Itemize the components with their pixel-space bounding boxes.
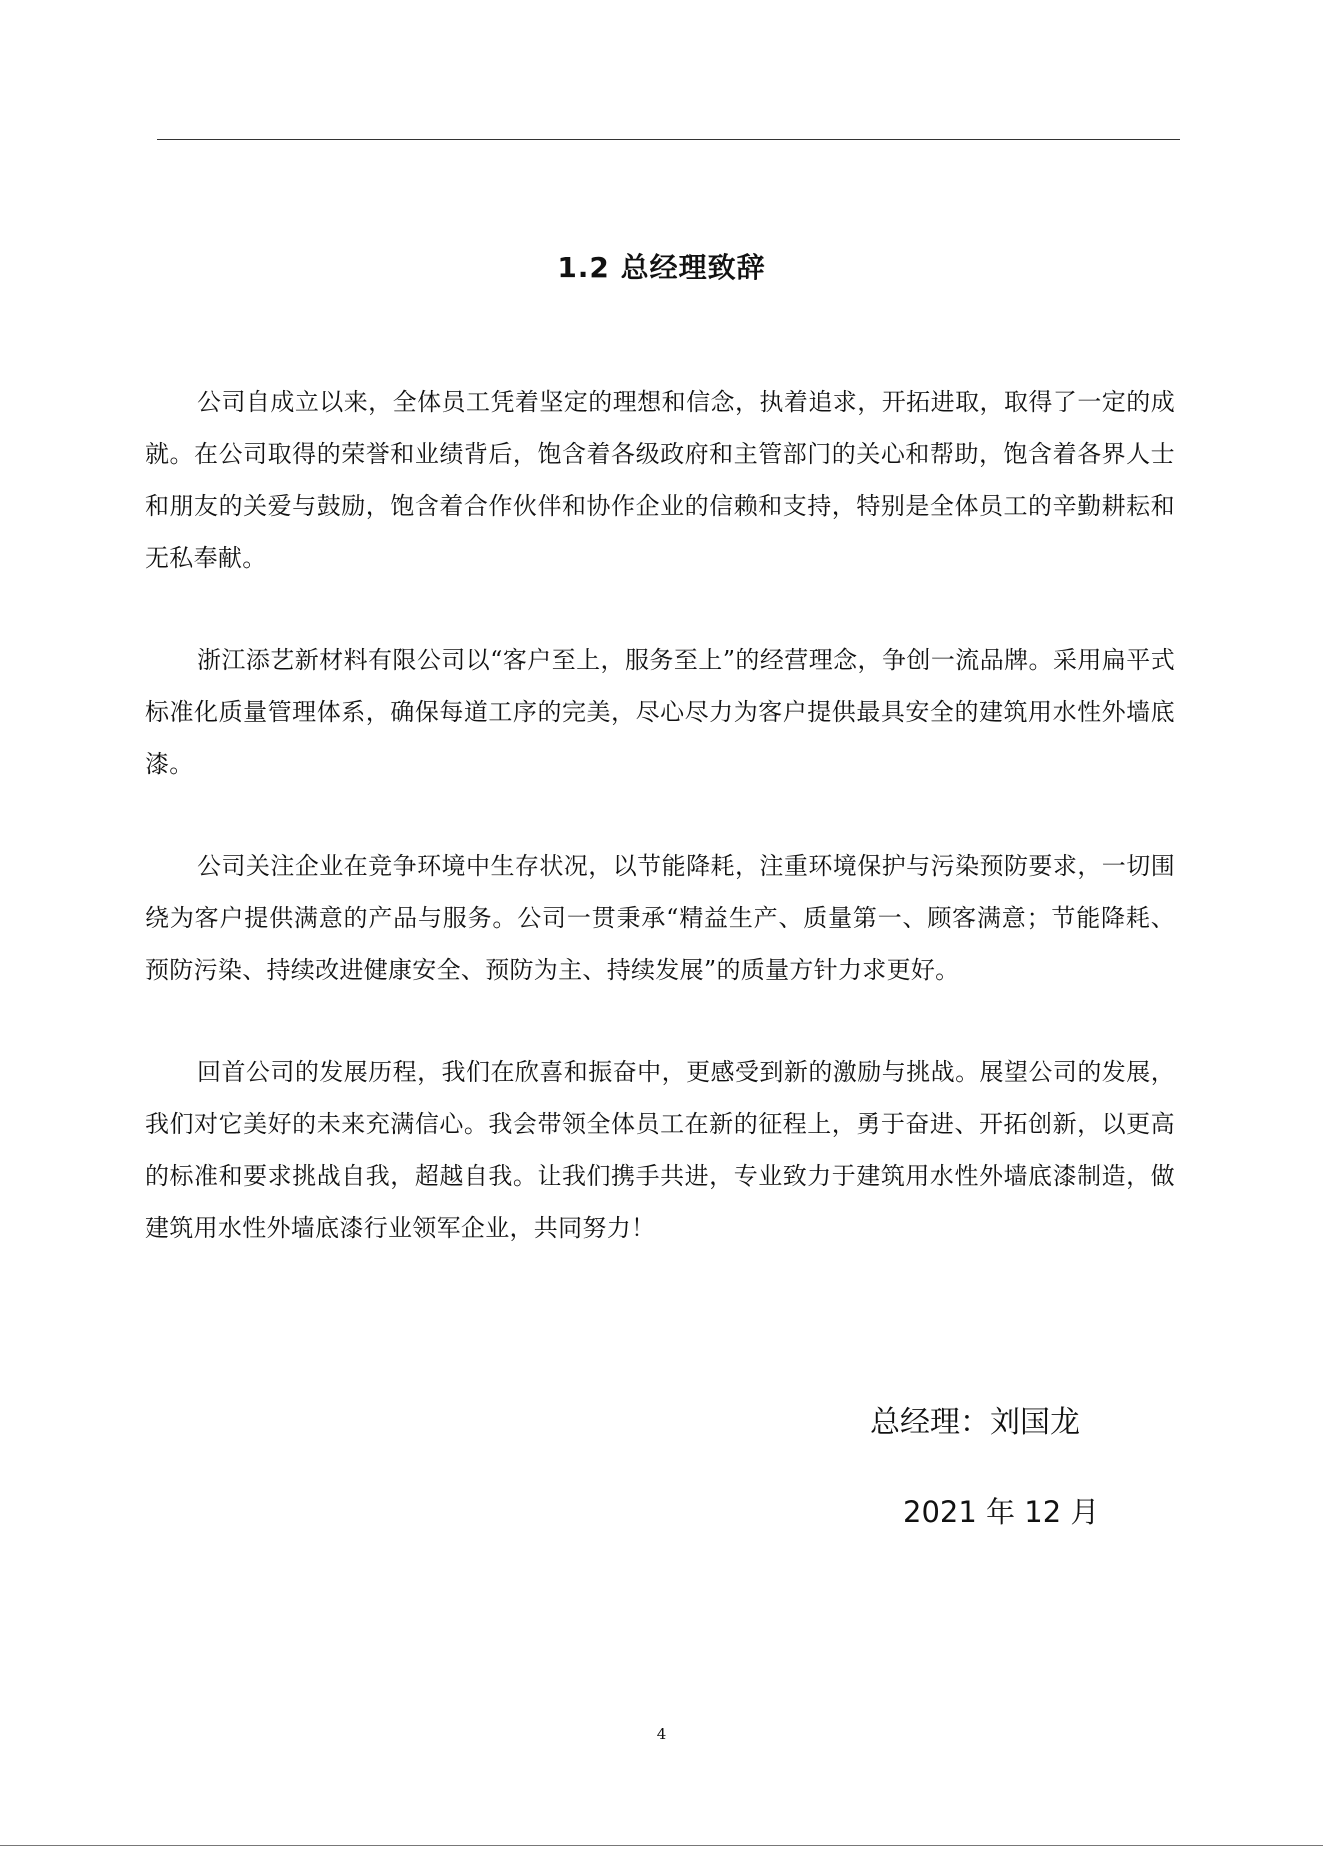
signature-date: 2021 年 12 月 xyxy=(903,1495,1100,1529)
paragraph-3: 公司关注企业在竞争环境中生存状况，以节能降耗，注重环境保护与污染预防要求，一切围绕为客户提供满意的产品与服务。公司一贯秉承“精益生产、质量第一、顾客满意；节能降耗、预防污染、持续改进健康安全、预防为主、持续发展”的质量方针力求更好。 xyxy=(145,852,1175,984)
paragraph-1: 公司自成立以来，全体员工凭着坚定的理想和信念，执着追求，开拓进取，取得了一定的成就。在公司取得的荣誉和业绩背后，饱含着各级政府和主管部门的关心和帮助，饱含着各界人士和朋友的关爱与鼓励，饱含着合作伙伴和协作企业的信赖和支持，特别是全体员工的辛勤耕耘和无私奉献。 xyxy=(145,388,1175,572)
signature-name: 总经理：刘国龙 xyxy=(870,1405,1080,1440)
page-number: 4 xyxy=(656,1725,667,1743)
footer-rule xyxy=(0,1845,1323,1846)
header-rule xyxy=(157,139,1180,140)
letter-body xyxy=(145,376,1175,1304)
paragraph-2: 浙江添艺新材料有限公司以“客户至上，服务至上”的经营理念，争创一流品牌。采用扁平式标准化质量管理体系，确保每道工序的完美，尽心尽力为客户提供最具安全的建筑用水性外墙底漆。 xyxy=(145,646,1175,778)
section-title: 1.2 总经理致辞 xyxy=(557,251,766,284)
paragraph-4: 回首公司的发展历程，我们在欣喜和振奋中，更感受到新的激励与挑战。展望公司的发展，我们对它美好的未来充满信心。我会带领全体员工在新的征程上，勇于奋进、开拓创新，以更高的标准和要求挑战自我，超越自我。让我们携手共进，专业致力于建筑用水性外墙底漆制造，做建筑用水性外墙底漆行业领军企业，共同努力！ xyxy=(145,1058,1175,1242)
